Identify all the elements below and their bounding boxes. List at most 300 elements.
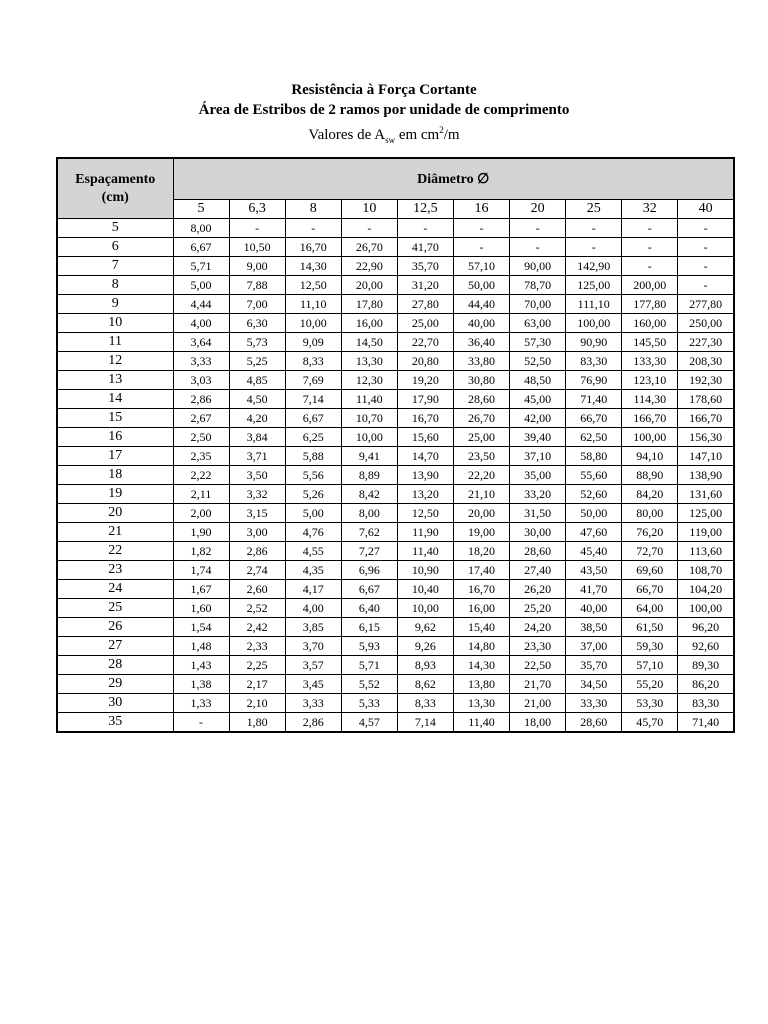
value-cell: 80,00 (622, 504, 678, 523)
value-cell: 125,00 (566, 276, 622, 295)
value-cell: 55,20 (622, 675, 678, 694)
value-cell: 8,33 (285, 352, 341, 371)
value-cell: 16,70 (453, 580, 509, 599)
title-line-3-sup: 2 (439, 125, 444, 135)
spacing-cell: 5 (57, 219, 173, 238)
value-cell: 12,30 (341, 371, 397, 390)
value-cell: - (566, 238, 622, 257)
value-cell: 8,00 (341, 504, 397, 523)
table-row (57, 580, 734, 599)
value-cell: 8,42 (341, 485, 397, 504)
value-cell: 5,56 (285, 466, 341, 485)
value-cell: 9,62 (397, 618, 453, 637)
value-cell: 3,45 (285, 675, 341, 694)
value-cell: 6,30 (229, 314, 285, 333)
value-cell: 3,33 (285, 694, 341, 713)
value-cell: 145,50 (622, 333, 678, 352)
value-cell: 30,00 (510, 523, 566, 542)
value-cell: 39,40 (510, 428, 566, 447)
diameter-cell: 32 (622, 200, 678, 219)
value-cell: 28,60 (453, 390, 509, 409)
value-cell: 20,80 (397, 352, 453, 371)
table-row (57, 428, 734, 447)
value-cell: 35,00 (510, 466, 566, 485)
spacing-cell: 13 (57, 371, 173, 390)
value-cell: 38,50 (566, 618, 622, 637)
value-cell: 13,20 (397, 485, 453, 504)
value-cell: 7,88 (229, 276, 285, 295)
value-cell: 40,00 (453, 314, 509, 333)
value-cell: 53,30 (622, 694, 678, 713)
value-cell: 7,62 (341, 523, 397, 542)
table-row (57, 238, 734, 257)
value-cell: 22,20 (453, 466, 509, 485)
value-cell: - (173, 713, 229, 733)
value-cell: 8,89 (341, 466, 397, 485)
value-cell: 10,40 (397, 580, 453, 599)
table-row (57, 352, 734, 371)
value-cell: 78,70 (510, 276, 566, 295)
value-cell: 13,80 (453, 675, 509, 694)
value-cell: 6,96 (341, 561, 397, 580)
table-row (57, 637, 734, 656)
value-cell: 83,30 (566, 352, 622, 371)
value-cell: 131,60 (678, 485, 734, 504)
value-cell: 4,85 (229, 371, 285, 390)
value-cell: 2,17 (229, 675, 285, 694)
value-cell: 34,50 (566, 675, 622, 694)
value-cell: - (453, 238, 509, 257)
diameter-cell: 20 (510, 200, 566, 219)
value-cell: 114,30 (622, 390, 678, 409)
value-cell: 22,50 (510, 656, 566, 675)
value-cell: 3,57 (285, 656, 341, 675)
table-row (57, 390, 734, 409)
value-cell: 3,33 (173, 352, 229, 371)
diameter-cell: 16 (453, 200, 509, 219)
value-cell: 23,50 (453, 447, 509, 466)
value-cell: 90,00 (510, 257, 566, 276)
value-cell: 14,70 (397, 447, 453, 466)
value-cell: 5,93 (341, 637, 397, 656)
value-cell: 4,35 (285, 561, 341, 580)
value-cell: 9,41 (341, 447, 397, 466)
table-row (57, 561, 734, 580)
value-cell: 156,30 (678, 428, 734, 447)
value-cell: 62,50 (566, 428, 622, 447)
value-cell: 76,90 (566, 371, 622, 390)
value-cell: 3,15 (229, 504, 285, 523)
value-cell: 8,93 (397, 656, 453, 675)
value-cell: 3,32 (229, 485, 285, 504)
table-row (57, 504, 734, 523)
value-cell: 250,00 (678, 314, 734, 333)
spacing-cell: 15 (57, 409, 173, 428)
value-cell: 24,20 (510, 618, 566, 637)
value-cell: - (285, 219, 341, 238)
table-row (57, 675, 734, 694)
value-cell: 4,57 (341, 713, 397, 733)
value-cell: 2,52 (229, 599, 285, 618)
value-cell: 1,90 (173, 523, 229, 542)
value-cell: 43,50 (566, 561, 622, 580)
value-cell: 4,17 (285, 580, 341, 599)
value-cell: 15,40 (453, 618, 509, 637)
value-cell: 9,00 (229, 257, 285, 276)
value-cell: 21,10 (453, 485, 509, 504)
value-cell: 16,00 (341, 314, 397, 333)
table-row (57, 276, 734, 295)
value-cell: 4,50 (229, 390, 285, 409)
value-cell: 26,20 (510, 580, 566, 599)
value-cell: 59,30 (622, 637, 678, 656)
value-cell: 16,70 (285, 238, 341, 257)
value-cell: 58,80 (566, 447, 622, 466)
value-cell: 8,00 (173, 219, 229, 238)
diameter-header: Diâmetro ∅ (173, 158, 734, 200)
value-cell: 1,48 (173, 637, 229, 656)
value-cell: 1,33 (173, 694, 229, 713)
value-cell: 11,40 (453, 713, 509, 733)
value-cell: 6,67 (341, 580, 397, 599)
spacing-cell: 29 (57, 675, 173, 694)
value-cell: 7,69 (285, 371, 341, 390)
value-cell: 1,38 (173, 675, 229, 694)
value-cell: 8,62 (397, 675, 453, 694)
value-cell: 41,70 (397, 238, 453, 257)
value-cell: 10,70 (341, 409, 397, 428)
value-cell: 41,70 (566, 580, 622, 599)
table-row (57, 257, 734, 276)
value-cell: 71,40 (566, 390, 622, 409)
table-row (57, 466, 734, 485)
value-cell: 61,50 (622, 618, 678, 637)
value-cell: 4,76 (285, 523, 341, 542)
value-cell: 66,70 (566, 409, 622, 428)
title-line-3-prefix: Valores de A (308, 127, 386, 143)
value-cell: 22,70 (397, 333, 453, 352)
value-cell: 84,20 (622, 485, 678, 504)
value-cell: 4,44 (173, 295, 229, 314)
value-cell: 7,14 (285, 390, 341, 409)
value-cell: 12,50 (397, 504, 453, 523)
value-cell: 3,64 (173, 333, 229, 352)
value-cell: 18,00 (510, 713, 566, 733)
value-cell: 13,90 (397, 466, 453, 485)
value-cell: 1,80 (229, 713, 285, 733)
value-cell: 3,71 (229, 447, 285, 466)
value-cell: - (678, 219, 734, 238)
table-row (57, 599, 734, 618)
value-cell: 1,43 (173, 656, 229, 675)
value-cell: 19,00 (453, 523, 509, 542)
value-cell: 125,00 (678, 504, 734, 523)
table-row (57, 371, 734, 390)
value-cell: 25,20 (510, 599, 566, 618)
value-cell: 26,70 (341, 238, 397, 257)
spacing-header-line1: Espaçamento (75, 171, 156, 187)
value-cell: 160,00 (622, 314, 678, 333)
spacing-cell: 26 (57, 618, 173, 637)
value-cell: 96,20 (678, 618, 734, 637)
value-cell: 5,73 (229, 333, 285, 352)
value-cell: 5,71 (341, 656, 397, 675)
value-cell: 23,30 (510, 637, 566, 656)
spacing-cell: 17 (57, 447, 173, 466)
value-cell: 30,80 (453, 371, 509, 390)
spacing-header-line2: (cm) (101, 189, 129, 205)
value-cell: 14,30 (453, 656, 509, 675)
value-cell: 7,00 (229, 295, 285, 314)
value-cell: 37,00 (566, 637, 622, 656)
value-cell: 28,60 (566, 713, 622, 733)
diameter-cell: 5 (173, 200, 229, 219)
value-cell: 2,11 (173, 485, 229, 504)
value-cell: 3,50 (229, 466, 285, 485)
value-cell: 5,00 (173, 276, 229, 295)
value-cell: 1,60 (173, 599, 229, 618)
spacing-cell: 9 (57, 295, 173, 314)
value-cell: 76,20 (622, 523, 678, 542)
value-cell: 104,20 (678, 580, 734, 599)
value-cell: 90,90 (566, 333, 622, 352)
value-cell: - (229, 219, 285, 238)
value-cell: 12,50 (285, 276, 341, 295)
table-row (57, 618, 734, 637)
diameter-cell: 6,3 (229, 200, 285, 219)
spacing-header (57, 158, 173, 219)
value-cell: 57,30 (510, 333, 566, 352)
title-line-3 (0, 120, 768, 150)
value-cell: 8,33 (397, 694, 453, 713)
value-cell: 33,80 (453, 352, 509, 371)
spacing-cell: 11 (57, 333, 173, 352)
value-cell: 14,30 (285, 257, 341, 276)
value-cell: 227,30 (678, 333, 734, 352)
diameter-cell: 8 (285, 200, 341, 219)
value-cell: 7,27 (341, 542, 397, 561)
table-row (57, 409, 734, 428)
value-cell: - (397, 219, 453, 238)
value-cell: 2,74 (229, 561, 285, 580)
table-row (57, 542, 734, 561)
value-cell: 20,00 (341, 276, 397, 295)
value-cell: 42,00 (510, 409, 566, 428)
value-cell: 50,00 (566, 504, 622, 523)
value-cell: 10,00 (285, 314, 341, 333)
value-cell: 17,90 (397, 390, 453, 409)
diameter-cell: 40 (678, 200, 734, 219)
value-cell: 20,00 (453, 504, 509, 523)
value-cell: 133,30 (622, 352, 678, 371)
value-cell: 2,35 (173, 447, 229, 466)
value-cell: 192,30 (678, 371, 734, 390)
value-cell: 10,00 (341, 428, 397, 447)
spacing-cell: 35 (57, 713, 173, 733)
value-cell: 18,20 (453, 542, 509, 561)
spacing-cell: 25 (57, 599, 173, 618)
value-cell: 10,90 (397, 561, 453, 580)
value-cell: - (678, 257, 734, 276)
spacing-cell: 27 (57, 637, 173, 656)
value-cell: 2,22 (173, 466, 229, 485)
title-line-3-suffix: /m (443, 127, 460, 143)
table-row (57, 523, 734, 542)
value-cell: 45,00 (510, 390, 566, 409)
value-cell: 166,70 (678, 409, 734, 428)
value-cell: 33,20 (510, 485, 566, 504)
value-cell: - (510, 219, 566, 238)
value-cell: 147,10 (678, 447, 734, 466)
value-cell: - (622, 219, 678, 238)
value-cell: 72,70 (622, 542, 678, 561)
value-cell: 3,84 (229, 428, 285, 447)
diameter-cell: 10 (341, 200, 397, 219)
value-cell: 86,20 (678, 675, 734, 694)
value-cell: 70,00 (510, 295, 566, 314)
value-cell: 5,25 (229, 352, 285, 371)
value-cell: 47,60 (566, 523, 622, 542)
spacing-cell: 21 (57, 523, 173, 542)
spacing-cell: 20 (57, 504, 173, 523)
value-cell: 108,70 (678, 561, 734, 580)
spacing-cell: 18 (57, 466, 173, 485)
value-cell: 100,00 (622, 428, 678, 447)
value-cell: 45,40 (566, 542, 622, 561)
value-cell: 4,20 (229, 409, 285, 428)
title-line-3-mid: em cm (395, 127, 440, 143)
value-cell: 52,60 (566, 485, 622, 504)
value-cell: 14,50 (341, 333, 397, 352)
value-cell: - (622, 238, 678, 257)
spacing-cell: 28 (57, 656, 173, 675)
value-cell: 10,00 (397, 599, 453, 618)
value-cell: 200,00 (622, 276, 678, 295)
value-cell: 27,40 (510, 561, 566, 580)
value-cell: 9,26 (397, 637, 453, 656)
value-cell: 138,90 (678, 466, 734, 485)
value-cell: 48,50 (510, 371, 566, 390)
value-cell: 123,10 (622, 371, 678, 390)
value-cell: 2,10 (229, 694, 285, 713)
value-cell: 3,85 (285, 618, 341, 637)
value-cell: 14,80 (453, 637, 509, 656)
value-cell: 26,70 (453, 409, 509, 428)
value-cell: 166,70 (622, 409, 678, 428)
value-cell: 6,25 (285, 428, 341, 447)
diameter-cell: 12,5 (397, 200, 453, 219)
value-cell: 119,00 (678, 523, 734, 542)
value-cell: 55,60 (566, 466, 622, 485)
value-cell: - (510, 238, 566, 257)
value-cell: 6,67 (173, 238, 229, 257)
value-cell: - (622, 257, 678, 276)
value-cell: 17,40 (453, 561, 509, 580)
value-cell: 33,30 (566, 694, 622, 713)
value-cell: 71,40 (678, 713, 734, 733)
spacing-cell: 7 (57, 257, 173, 276)
table-row (57, 713, 734, 733)
value-cell: 5,52 (341, 675, 397, 694)
value-cell: 27,80 (397, 295, 453, 314)
value-cell: 1,67 (173, 580, 229, 599)
value-cell: 25,00 (453, 428, 509, 447)
value-cell: 37,10 (510, 447, 566, 466)
value-cell: 40,00 (566, 599, 622, 618)
value-cell: 5,26 (285, 485, 341, 504)
value-cell: 16,00 (453, 599, 509, 618)
table-row (57, 333, 734, 352)
table-row (57, 656, 734, 675)
spacing-cell: 23 (57, 561, 173, 580)
value-cell: - (678, 238, 734, 257)
value-cell: 208,30 (678, 352, 734, 371)
value-cell: 2,33 (229, 637, 285, 656)
value-cell: 113,60 (678, 542, 734, 561)
value-cell: 2,00 (173, 504, 229, 523)
value-cell: 16,70 (397, 409, 453, 428)
value-cell: 6,40 (341, 599, 397, 618)
value-cell: 10,50 (229, 238, 285, 257)
value-cell: 36,40 (453, 333, 509, 352)
value-cell: - (341, 219, 397, 238)
spacing-cell: 14 (57, 390, 173, 409)
value-cell: - (566, 219, 622, 238)
value-cell: 6,15 (341, 618, 397, 637)
value-cell: 11,40 (341, 390, 397, 409)
value-cell: 178,60 (678, 390, 734, 409)
value-cell: 57,10 (622, 656, 678, 675)
value-cell: 19,20 (397, 371, 453, 390)
value-cell: 35,70 (566, 656, 622, 675)
value-cell: 177,80 (622, 295, 678, 314)
value-cell: 63,00 (510, 314, 566, 333)
table-row (57, 447, 734, 466)
spacing-cell: 12 (57, 352, 173, 371)
title-line-3-sub: sw (385, 135, 396, 145)
value-cell: 69,60 (622, 561, 678, 580)
value-cell: 92,60 (678, 637, 734, 656)
value-cell: 3,00 (229, 523, 285, 542)
spacing-cell: 24 (57, 580, 173, 599)
value-cell: 5,00 (285, 504, 341, 523)
value-cell: 94,10 (622, 447, 678, 466)
value-cell: 2,50 (173, 428, 229, 447)
spacing-cell: 16 (57, 428, 173, 447)
value-cell: 11,90 (397, 523, 453, 542)
table-row (57, 295, 734, 314)
value-cell: 5,71 (173, 257, 229, 276)
value-cell: 1,82 (173, 542, 229, 561)
value-cell: 11,40 (397, 542, 453, 561)
value-cell: 2,86 (285, 713, 341, 733)
value-cell: 57,10 (453, 257, 509, 276)
value-cell: 100,00 (566, 314, 622, 333)
value-cell: 277,80 (678, 295, 734, 314)
value-cell: 2,60 (229, 580, 285, 599)
value-cell: 17,80 (341, 295, 397, 314)
value-cell: 44,40 (453, 295, 509, 314)
spacing-cell: 30 (57, 694, 173, 713)
value-cell: 66,70 (622, 580, 678, 599)
title-line-1: Resistência à Força Cortante (291, 82, 477, 98)
value-cell: 7,14 (397, 713, 453, 733)
spacing-cell: 19 (57, 485, 173, 504)
value-cell: 2,86 (173, 390, 229, 409)
value-cell: 2,42 (229, 618, 285, 637)
value-cell: 22,90 (341, 257, 397, 276)
spacing-cell: 22 (57, 542, 173, 561)
